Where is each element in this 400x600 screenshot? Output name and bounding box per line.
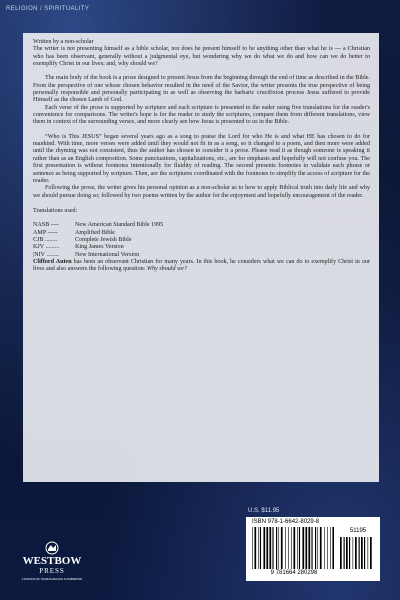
barcode-bar <box>344 537 345 569</box>
barcode-bar <box>340 537 342 569</box>
category-label: RELIGION / SPIRITUALITY <box>6 6 90 12</box>
barcode-bar <box>260 527 261 569</box>
translation-code: CJB ........ <box>33 236 58 243</box>
barcode-number: 9 781664 280298 <box>270 570 318 576</box>
barcode-bar <box>346 537 348 569</box>
barcode-bar <box>288 527 289 569</box>
isbn-label: ISBN 978-1-6642-8029-8 <box>252 519 320 525</box>
author-name: Clifford Auten <box>33 258 72 265</box>
barcode-bar <box>291 527 292 569</box>
paragraph-4: “Who is This JESUS” began several years ago as a song to praise the Lord for who He is and what HE has chosen to do for mankind. With time, more verses were added until they would not fit in as a song, so it changed to a poem, and then more were added until the rhyming was not consistent, thus the author has chosen to consider it a prose. Please read it as though someone is speaking it rather than as an English composition. Some punctuations, capitalizations, etc., are for emphasis and hopefully will not confuse you. The first presentation is without footnotes intentionally for fluidity of reading. The second presents footnotes to validate each phrase or sentence as being supported by scripture. Then, are the scriptures coordinated with the footnotes to simplify the access of scripture for the reader. <box>33 133 370 184</box>
translation-item <box>33 222 370 229</box>
barcode-bar <box>370 537 372 569</box>
translation-code: KJV ......... <box>33 244 60 251</box>
barcode-bar <box>272 527 273 569</box>
barcode-bar <box>332 527 334 569</box>
barcode-bar <box>324 527 325 569</box>
barcode-bar <box>355 537 357 569</box>
translation-item <box>33 237 370 244</box>
translation-name: King James Version <box>75 244 124 251</box>
barcode-bar <box>258 527 259 569</box>
publisher-name-line2: PRESS <box>39 567 65 575</box>
translations-heading: Translations used: <box>33 207 78 214</box>
barcode-addon-bars <box>340 537 374 569</box>
barcode-bar <box>302 527 304 569</box>
translations-section <box>33 208 370 259</box>
barcode-bar <box>311 527 312 569</box>
barcode-bar <box>349 537 350 569</box>
publisher-tagline: A DIVISION OF THOMAS NELSON & ZONDERVAN <box>21 578 83 581</box>
translation-code: NASB ---- <box>33 222 59 229</box>
description-panel <box>23 33 379 482</box>
translation-name: New International Version <box>75 251 140 258</box>
translation-code: |NIV ........ <box>33 251 59 258</box>
translation-name: New American Standard Bible 1995 <box>75 222 164 229</box>
barcode-bar <box>266 527 268 569</box>
barcode-bar <box>269 527 271 569</box>
barcode-bar <box>308 527 310 569</box>
barcode-bar <box>327 527 328 569</box>
barcode-bar <box>361 537 363 569</box>
intro-line: Written by a non-scholar <box>33 39 94 45</box>
barcode-bar <box>317 527 318 569</box>
barcode-bar <box>353 537 354 569</box>
barcode-addon-number: 51195 <box>349 528 367 534</box>
barcode-bar <box>293 527 295 569</box>
translation-code: AMP ----- <box>33 229 58 236</box>
westbow-press-emblem-icon <box>46 542 58 554</box>
translation-name: Amplified Bible <box>75 229 115 236</box>
paragraph-1: The writer is not presenting himself as a bible scholar, nor does he present himself to be anything other than what he is --- a Christian who has been observant, generally without a judgmental eye, but wondering why we do what we do and how can we do better to exemplify Christ in our lives; and, why should we? <box>33 46 370 68</box>
barcode-bar <box>359 537 360 569</box>
barcode-bar <box>276 527 277 569</box>
barcode-bar <box>278 527 279 569</box>
barcode-bar <box>263 527 265 569</box>
barcode-bar <box>315 527 316 569</box>
barcode-bar <box>297 527 298 569</box>
paragraph-2: The main body of the book is a prose designed to present Jesus from the beginning through the end of time as described in the Bible. From the perspective of one whose chosen behavior resulted in the need of the Savior, the writer presents the true perspective of being personally responsible and personally participating in as well as observing the barbaric crucifixion process Jesus suffered to provide Himself as the chosen Lamb of God. <box>33 75 370 104</box>
author-bio-text: has been an observant Christian for many years. In this book, he considers what we can do to exemplify Christ in our lives and also answers the following question: <box>33 258 370 273</box>
paragraph-3: Each verse of the prose is supported by scripture and each scripture is presented to the eader using five translations for the reader's convenience for comparisons. The writer's hope is for the reader to study the scriptures, compare them from different translations, view them in context of the surrounding verses, and more clearly see how Jesus is presented to us in the Bible. <box>33 104 370 126</box>
translation-name: Complete Jewish Bible <box>75 236 132 243</box>
barcode-bar <box>252 527 253 569</box>
barcode-bar <box>254 527 256 569</box>
barcode-bar <box>368 537 369 569</box>
barcode-bar <box>285 527 286 569</box>
translation-item <box>33 252 370 259</box>
barcode-bar <box>320 527 322 569</box>
paragraph-5: Following the prose, the writer gives his personal opinion as a non-scholar as to how to apply Biblical truth into daily life and why we should pursue doing so; followed by two poems written by the author for the enjoyment and hopefully encouragement of the reader. <box>33 185 370 199</box>
price-label: U.S. $11.95 <box>248 508 280 514</box>
barcode-bar <box>305 527 307 569</box>
translation-item <box>33 230 370 237</box>
author-bio <box>33 259 370 274</box>
translation-item <box>33 244 370 251</box>
barcode <box>246 517 380 581</box>
publisher-name: WESTBOW <box>22 555 82 567</box>
barcode-bar <box>299 527 300 569</box>
westbow-press-logo <box>12 540 92 588</box>
barcode-bar <box>281 527 283 569</box>
barcode-bar <box>330 527 331 569</box>
barcode-main-bars <box>252 527 334 569</box>
author-question: Why should we? <box>146 266 187 273</box>
barcode-bar <box>364 537 365 569</box>
